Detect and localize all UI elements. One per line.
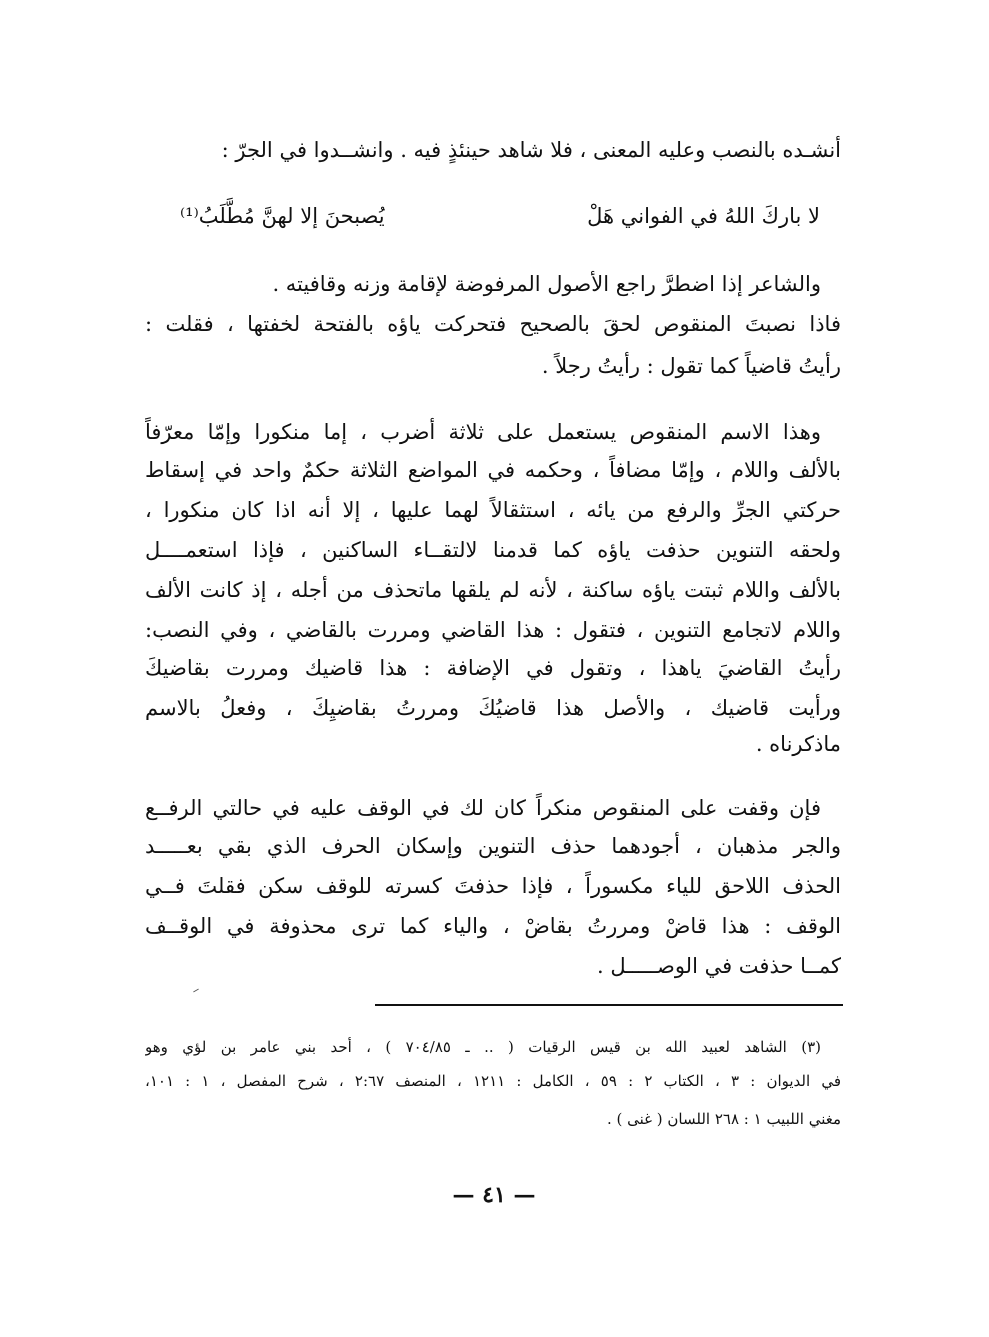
paragraph-3-line-3: حركتي الجرِّ والرفع من يائه ، استثقالاً لهما عليها ، إلا أنه اذا كان منكورا ، [145,498,841,522]
paragraph-3-line-2: بالألف واللام ، وإمّا مضافاً ، وحكمه في المواضع الثلاثة حكمٌ واحد في إسقاط [145,458,841,482]
paragraph-4-line-2: والجر مذهبان ، أجودهما حذف التنوين وإسكان الحرف الذي بقي بعـــــد [145,834,841,858]
paragraph-2-line-1: والشاعر إذا اضطرَّ راجع الأصول المرفوضة لإقامة وزنه وقافيته . [272,272,821,296]
paragraph-3-line-9: ماذكرناه . [755,732,841,756]
paragraph-3-line-5: بالألف واللام ثبتت ياؤه ساكنة ، لأنه لم يلقها ماتحذف من أجله ، إذ كانت الألف [145,578,841,602]
footnote-line-1: (٣) الشاهد لعبيد الله بن قيس الرقيات ( .. ـ ٧٠٤/٨٥ ) ، أحد بني عامر بن لؤي وهو [145,1038,821,1056]
verse-hemistich-1: لا باركَ اللهُ في الفواني هَلْ [587,204,820,228]
page-number: — ٤١ — [452,1182,536,1208]
stray-mark [193,989,199,993]
footnote-separator [375,1004,843,1006]
paragraph-4-line-1: فإن وقفت على المنقوص منكراً كان لك في الوقف عليه في حالتي الرفــع [145,796,821,820]
poetry-verse [180,196,820,236]
paragraph-4-line-4: الوقف : هذا قاضْ ومررتُ بقاضْ ، والياء كما ترى محذوفة في الوقــف [145,914,841,938]
paragraph-3-line-4: ولحقه التنوين حذفت ياؤه كما قدمنا لالتقــاء الساكنين ، فإذا استعمــــل [145,538,841,562]
paragraph-3-line-7: رأيتُ القاضيَ ياهذا ، وتقول في الإضافة : هذا قاضيك ومررت بقاضيكَ [145,656,841,680]
paragraph-2-line-3: رأيتُ قاضياً كما تقول : رأيتُ رجلاً . [541,354,841,378]
paragraph-2-line-2: فاذا نصبتَ المنقوص لحقَ بالصحيح فتحركت ياؤه بالفتحة لخفتها ، فقلت : [145,312,841,336]
paragraph-4-line-5: كمــا حذفت في الوصـــــل . [596,954,841,978]
verse-hemistich-2: يُصبحنَ إلا لهنَّ مُطَّلَبُ⁽¹⁾ [180,204,385,228]
paragraph-3-line-1: وهذا الاسم المنقوص يستعمل على ثلاثة أضرب ، إما منكورا وإمّا معرّفاً [145,420,821,444]
footnote-line-2: في الديوان : ٣ ، الكتاب ٢ : ٥٩ ، الكامل : ١٢١١ ، المنصف ٢:٦٧ ، شرح المفصل ، ١ : ١٠١، [145,1072,841,1090]
paragraph-1-line-1: أنشـده بالنصب وعليه المعنى ، فلا شاهد حينئذٍ فيه . وانشــدوا في الجرّ : [221,138,841,162]
paragraph-3-line-6: واللام لاتجامع التنوين ، فتقول : هذا القاضي ومررت بالقاضي ، وفي النصب: [145,618,841,642]
paragraph-3-line-8: ورأيت قاضيك ، والأصل هذا قاضيُكَ ومررتُ بقاضيِكَ ، وفعلُ بالاسم [145,696,841,720]
paragraph-4-line-3: الحذف اللاحق للياء مكسوراً ، فإذا حذفتَ كسرته للوقف سكن فقلتَ فــي [145,874,841,898]
footnote-line-3: مغني اللبيب ١ : ٢٦٨ اللسان ( غنى ) . [606,1110,841,1128]
